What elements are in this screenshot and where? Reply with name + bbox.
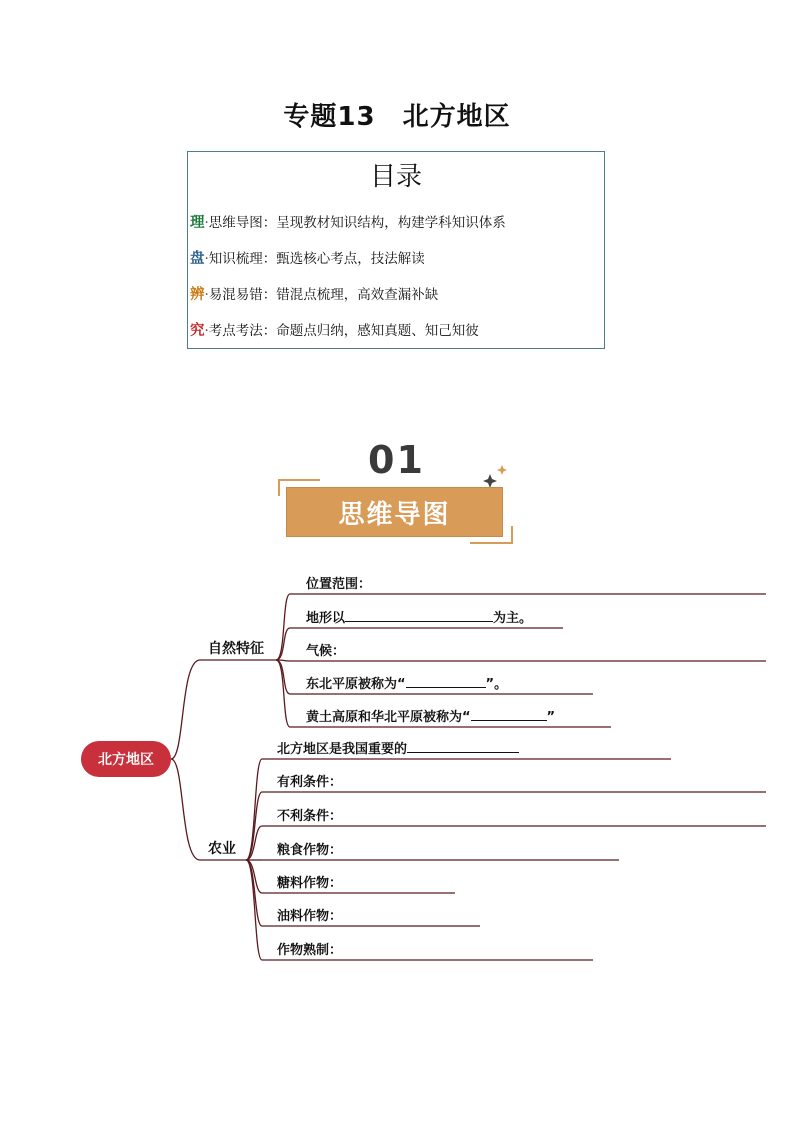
connector-line: [171, 759, 200, 860]
toc-item-dot: ·: [204, 287, 209, 303]
leaf-text: 位置范围：: [306, 577, 372, 592]
leaf-text: 有利条件：: [277, 775, 343, 790]
toc-item-dot: ·: [204, 251, 209, 267]
mindmap-branch: 农业: [208, 841, 236, 857]
leaf-text: 不利条件：: [277, 809, 343, 824]
mindmap-leaf: [277, 771, 342, 790]
toc-item-label: 知识梳理：甄选核心考点，技法解读: [208, 251, 425, 267]
fill-in-blank[interactable]: [406, 673, 486, 688]
connector-line: [171, 660, 200, 759]
mindmap-leaf: [306, 607, 532, 626]
toc-item-key: 辨: [190, 286, 205, 303]
leaf-text: 北方地区是我国重要的: [277, 742, 408, 757]
leaf-text: 糖料作物：: [277, 876, 343, 891]
mindmap-leaf: [277, 738, 519, 757]
leaf-text: 黄土高原和华北平原被称为“: [306, 710, 471, 725]
toc-item-label: 考点考法：命题点归纳，感知真题、知己知彼: [208, 323, 479, 339]
fill-in-blank[interactable]: [407, 738, 519, 753]
leaf-text: 油料作物：: [277, 909, 343, 924]
leaf-text-suffix: 为主。: [493, 611, 533, 626]
fill-in-blank[interactable]: [471, 706, 547, 721]
mindmap-leaf: [277, 839, 342, 858]
toc-item-dot: ·: [204, 323, 209, 339]
mindmap-leaf: [306, 573, 371, 592]
toc-item-label: 思维导图：呈现教材知识结构，构建学科知识体系: [208, 215, 506, 231]
leaf-text-suffix: ”。: [485, 677, 508, 692]
mindmap-leaf: [277, 872, 342, 891]
mindmap-leaf: [306, 706, 555, 725]
toc-heading: 目录: [369, 162, 422, 192]
leaf-text: 东北平原被称为“: [306, 677, 406, 692]
leaf-text: 粮食作物：: [277, 843, 343, 858]
mindmap-root: 北方地区: [81, 741, 171, 777]
toc-item-key: 理: [190, 214, 205, 231]
page-title: 专题13 北方地区: [283, 102, 511, 132]
toc-item-label: 易混易错：错混点梳理，高效查漏补缺: [208, 287, 439, 303]
leaf-text: 气候：: [306, 644, 346, 659]
section-label: 思维导图: [338, 499, 451, 530]
leaf-text: 地形以: [306, 611, 346, 626]
toc-item-dot: ·: [204, 215, 209, 231]
section-number: 01: [368, 438, 425, 482]
mindmap-leaf: [277, 939, 342, 958]
mindmap-leaf: [306, 640, 345, 659]
mindmap-leaf: [306, 673, 507, 692]
leaf-text-suffix: ”: [546, 710, 556, 725]
toc-item-key: 究: [190, 322, 205, 339]
leaf-text: 作物熟制：: [277, 943, 343, 958]
mindmap-leaf: [277, 805, 342, 824]
mindmap-leaf: [277, 905, 342, 924]
toc-item-key: 盘: [190, 250, 205, 267]
fill-in-blank[interactable]: [345, 607, 493, 622]
mindmap-branch: 自然特征: [208, 641, 264, 657]
